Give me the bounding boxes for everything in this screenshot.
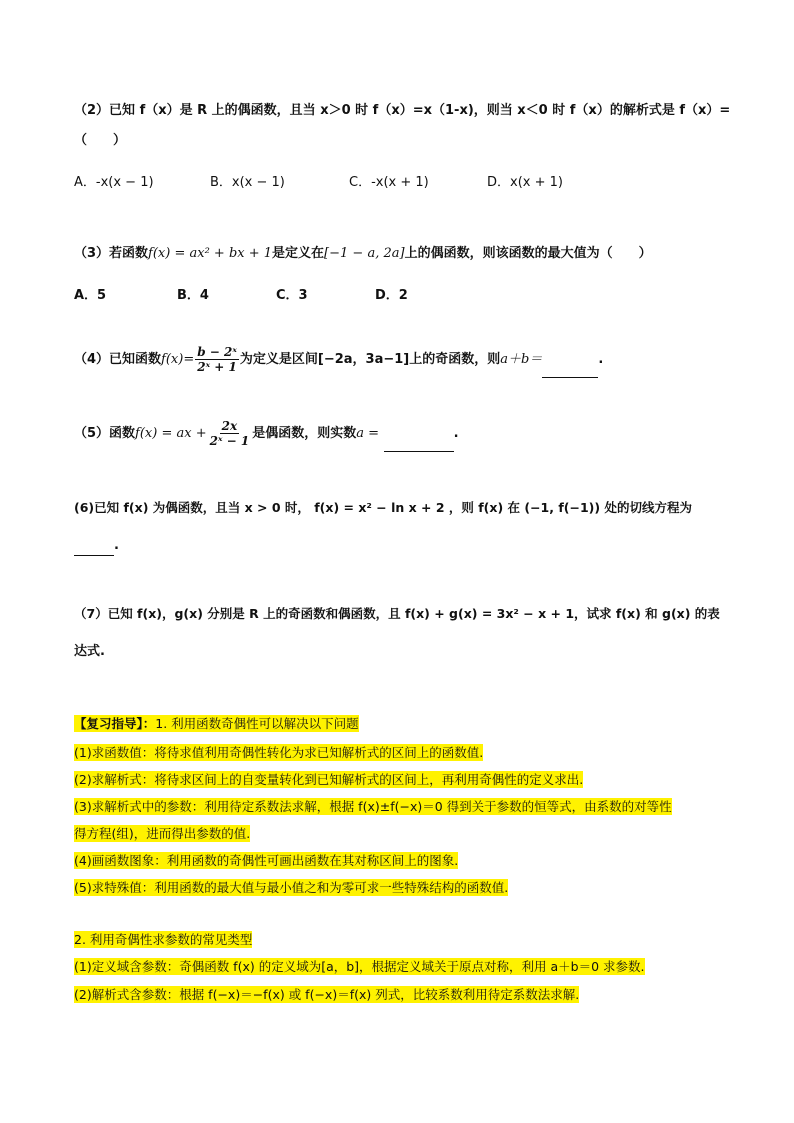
guide-title-2: 2. 利用奇偶性求参数的常见类型: [74, 932, 253, 947]
q6-line2: [74, 536, 119, 556]
q4-mid: 为定义是区间[−2a，3a−1]上的奇函数，则: [239, 352, 501, 367]
q6-answer-blank: [74, 541, 114, 556]
guide-item: [74, 771, 583, 789]
guide-header-line: [74, 715, 359, 733]
q4-denominator: 2ˣ + 1: [197, 360, 237, 374]
guide-title-2-line: [74, 931, 252, 949]
q4-prefix: （4）已知函数: [74, 352, 162, 367]
q2-option-d: D．x(x + 1): [487, 175, 563, 190]
q3-option-d: D．2: [375, 288, 408, 303]
q2-line1: （2）已知 f（x）是 R 上的偶函数，且当 x＞0 时 f（x）=x（1-x)，则当 x＜0 时 f（x）的解析式是 f（x）=: [74, 103, 731, 118]
q5-mid: 是偶函数，则实数: [252, 426, 357, 441]
guide-item: [74, 825, 250, 843]
q2-option-b: B．x(x − 1): [210, 175, 285, 190]
q5-numerator: 2x: [221, 419, 238, 433]
q6-end: .: [114, 538, 119, 553]
guide-title-1: 1. 利用函数奇偶性可以解决以下问题: [155, 716, 359, 731]
q5-prefix: （5）函数: [74, 426, 136, 441]
q4-fraction: [195, 345, 239, 374]
guide-item-text: (1)定义域含参数：奇偶函数 f(x) 的定义域为[a，b]，根据定义域关于原点对称，利用 a＋b＝0 求参数.: [74, 959, 645, 974]
q4-line: [74, 342, 603, 378]
q6-line1: (6)已知 f(x) 为偶函数，且当 x > 0 时， f(x) = x² − ln x + 2 ，则 f(x) 在 (−1, f(−1)) 处的切线方程为: [74, 500, 692, 515]
guide-item-text: (3)求解析式中的参数：利用待定系数法求解，根据 f(x)±f(−x)＝0 得到关于参数的恒等式，由系数的对等性: [74, 799, 672, 814]
q5-fx: f(x) = ax +: [135, 426, 207, 441]
q3-option-b: B．4: [177, 288, 209, 303]
guide-item: [74, 958, 645, 976]
q2-option-a: A．-x(x − 1): [74, 175, 154, 190]
q4-answer-blank: [542, 357, 598, 378]
q5-line: [74, 416, 459, 452]
guide-item-text: 得方程(组)，进而得出参数的值.: [74, 826, 251, 841]
q4-numerator: b − 2ˣ: [197, 345, 237, 359]
q5-var: a =: [356, 426, 380, 441]
q5-fraction: [208, 419, 252, 448]
guide-item-text: (5)求特殊值：利用函数的最大值与最小值之和为零可求一些特殊结构的函数值.: [74, 880, 509, 895]
q4-fx: f(x)=: [161, 352, 195, 367]
q3-option-a: A．5: [74, 288, 107, 303]
q3-formula: f(x) = ax² + bx + 1: [148, 246, 273, 261]
guide-item: [74, 852, 458, 870]
q7-line1: （7）已知 f(x)，g(x) 分别是 R 上的奇函数和偶函数，且 f(x) + g(x) = 3x² − x + 1，试求 f(x) 和 g(x) 的表: [74, 606, 720, 621]
q3-option-c: C．3: [276, 288, 308, 303]
q4-end: .: [598, 352, 604, 367]
q3-prefix: （3）若函数: [74, 246, 149, 261]
q5-answer-blank: [384, 431, 454, 452]
guide-item-text: (2)求解析式：将待求区间上的自变量转化到已知解析式的区间上，再利用奇偶性的定义求出.: [74, 772, 584, 787]
q3-line: [74, 244, 652, 264]
q3-interval: [−1 − a, 2a]: [324, 246, 405, 261]
guide-item: [74, 798, 672, 816]
guide-item-text: (4)画函数图象：利用函数的奇偶性可画出函数在其对称区间上的图象.: [74, 853, 459, 868]
q7-line2: 达式.: [74, 644, 105, 659]
guide-item-text: (2)解析式含参数：根据 f(−x)＝−f(x) 或 f(−x)＝f(x) 列式，比较系数利用待定系数法求解.: [74, 987, 580, 1002]
q2-line2: （ ）: [74, 133, 127, 148]
guide-header: 【复习指导】：: [74, 716, 156, 731]
guide-item: [74, 744, 483, 762]
q5-denominator: 2ˣ − 1: [209, 434, 250, 448]
guide-item: [74, 986, 579, 1004]
q4-expr: a＋b＝: [500, 352, 543, 367]
q3-suffix: 上的偶函数，则该函数的最大值为（ ）: [404, 246, 652, 261]
q3-mid: 是定义在: [272, 246, 325, 261]
q5-end: .: [453, 426, 459, 441]
guide-item-text: (1)求函数值：将待求值利用奇偶性转化为求已知解析式的区间上的函数值.: [74, 745, 484, 760]
guide-item: [74, 879, 508, 897]
q2-option-c: C．-x(x + 1): [349, 175, 429, 190]
